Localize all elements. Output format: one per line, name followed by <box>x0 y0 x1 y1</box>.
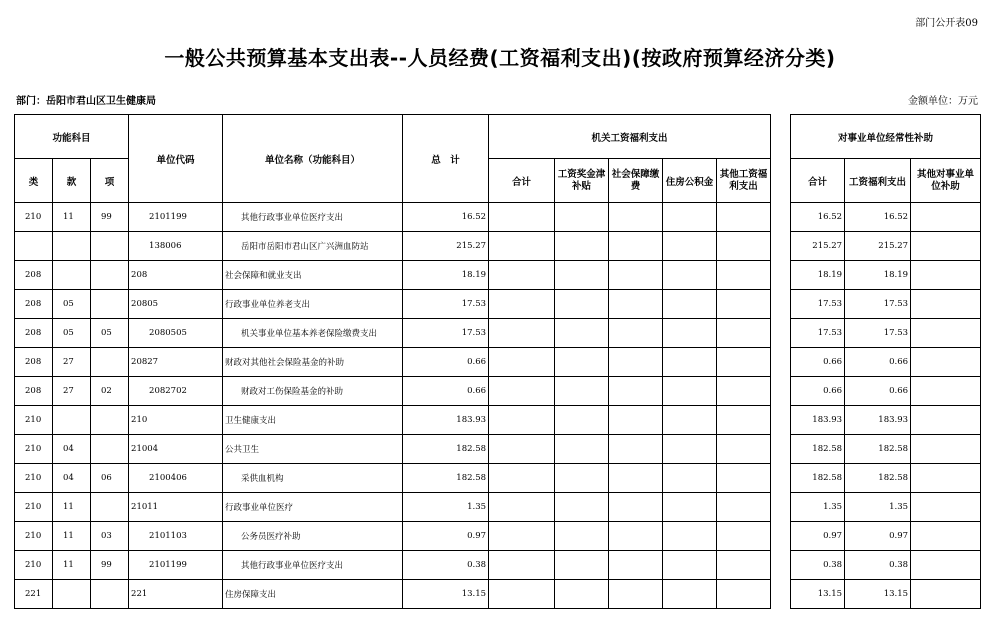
cell-total: 1.35 <box>403 493 489 522</box>
cell-agency-subtotal <box>489 522 555 551</box>
cell-subsidy-other <box>911 319 981 348</box>
cell-agency-housing <box>663 377 717 406</box>
header-total: 总 计 <box>403 115 489 203</box>
cell-unit-code: 20805 <box>129 290 223 319</box>
cell-agency-subtotal <box>489 551 555 580</box>
cell-kuan: 05 <box>53 290 91 319</box>
cell-agency-subtotal <box>489 261 555 290</box>
cell-agency-subtotal <box>489 580 555 609</box>
table-row <box>15 406 981 435</box>
cell-agency-housing <box>663 551 717 580</box>
cell-kuan <box>53 406 91 435</box>
cell-subsidy-other <box>911 261 981 290</box>
cell-agency-subtotal <box>489 319 555 348</box>
cell-agency-bonus <box>555 319 609 348</box>
cell-subsidy-subtotal: 0.66 <box>791 348 845 377</box>
table-row <box>15 522 981 551</box>
cell-subsidy-welfare: 182.58 <box>845 464 911 493</box>
cell-lei: 210 <box>15 522 53 551</box>
cell-subsidy-welfare: 13.15 <box>845 580 911 609</box>
cell-agency-bonus <box>555 551 609 580</box>
cell-xiang <box>91 348 129 377</box>
cell-agency-bonus <box>555 435 609 464</box>
cell-subsidy-subtotal: 16.52 <box>791 203 845 232</box>
cell-total: 0.97 <box>403 522 489 551</box>
cell-kuan: 04 <box>53 435 91 464</box>
cell-xiang: 99 <box>91 203 129 232</box>
cell-agency-social <box>609 261 663 290</box>
cell-lei: 210 <box>15 551 53 580</box>
cell-kuan: 11 <box>53 203 91 232</box>
cell-total: 0.66 <box>403 348 489 377</box>
header-unit-name: 单位名称（功能科目） <box>223 115 403 203</box>
cell-unit-code: 221 <box>129 580 223 609</box>
cell-subsidy-welfare: 183.93 <box>845 406 911 435</box>
cell-lei: 208 <box>15 261 53 290</box>
table-body <box>15 203 981 609</box>
cell-agency-bonus <box>555 290 609 319</box>
cell-lei: 210 <box>15 203 53 232</box>
cell-lei: 210 <box>15 435 53 464</box>
cell-unit-code: 2100406 <box>129 464 223 493</box>
cell-agency-bonus <box>555 522 609 551</box>
cell-lei: 208 <box>15 290 53 319</box>
cell-subsidy-welfare: 182.58 <box>845 435 911 464</box>
cell-agency-bonus <box>555 261 609 290</box>
cell-agency-social <box>609 522 663 551</box>
cell-spacer <box>771 464 791 493</box>
cell-unit-name: 其他行政事业单位医疗支出 <box>223 551 403 580</box>
cell-unit-name: 住房保障支出 <box>223 580 403 609</box>
table-row <box>15 232 981 261</box>
cell-subsidy-other <box>911 348 981 377</box>
cell-agency-social <box>609 464 663 493</box>
cell-lei: 208 <box>15 319 53 348</box>
cell-agency-social <box>609 551 663 580</box>
cell-unit-name: 社会保障和就业支出 <box>223 261 403 290</box>
table-row <box>15 464 981 493</box>
department-label: 部门：岳阳市君山区卫生健康局 <box>16 96 156 107</box>
cell-kuan <box>53 580 91 609</box>
cell-xiang <box>91 406 129 435</box>
cell-spacer <box>771 319 791 348</box>
cell-unit-code: 210 <box>129 406 223 435</box>
table-row <box>15 319 981 348</box>
cell-lei: 210 <box>15 406 53 435</box>
cell-subsidy-subtotal: 17.53 <box>791 290 845 319</box>
cell-unit-code: 21011 <box>129 493 223 522</box>
cell-agency-housing <box>663 203 717 232</box>
cell-xiang: 03 <box>91 522 129 551</box>
cell-agency-social <box>609 493 663 522</box>
cell-agency-housing <box>663 406 717 435</box>
cell-xiang <box>91 232 129 261</box>
table-header <box>15 115 981 203</box>
cell-spacer <box>771 580 791 609</box>
cell-agency-subtotal <box>489 493 555 522</box>
table-row <box>15 348 981 377</box>
cell-subsidy-welfare: 215.27 <box>845 232 911 261</box>
amount-unit-label: 金额单位：万元 <box>908 96 978 107</box>
cell-agency-other <box>717 435 771 464</box>
cell-unit-code: 208 <box>129 261 223 290</box>
cell-kuan: 04 <box>53 464 91 493</box>
cell-subsidy-subtotal: 182.58 <box>791 435 845 464</box>
cell-xiang <box>91 290 129 319</box>
cell-subsidy-welfare: 0.38 <box>845 551 911 580</box>
cell-agency-housing <box>663 464 717 493</box>
cell-agency-housing <box>663 348 717 377</box>
cell-spacer <box>771 406 791 435</box>
cell-subsidy-subtotal: 17.53 <box>791 319 845 348</box>
cell-subsidy-welfare: 0.97 <box>845 522 911 551</box>
cell-lei: 208 <box>15 348 53 377</box>
cell-subsidy-welfare: 0.66 <box>845 377 911 406</box>
cell-agency-subtotal <box>489 435 555 464</box>
cell-agency-other <box>717 522 771 551</box>
cell-spacer <box>771 232 791 261</box>
header-spacer <box>771 115 791 203</box>
cell-agency-housing <box>663 522 717 551</box>
cell-agency-other <box>717 261 771 290</box>
cell-agency-subtotal <box>489 406 555 435</box>
cell-agency-housing <box>663 493 717 522</box>
cell-agency-subtotal <box>489 203 555 232</box>
cell-subsidy-other <box>911 232 981 261</box>
header-lei: 类 <box>15 159 53 203</box>
cell-spacer <box>771 493 791 522</box>
cell-agency-other <box>717 464 771 493</box>
header-agency-housing: 住房公积金 <box>663 159 717 203</box>
cell-xiang: 05 <box>91 319 129 348</box>
cell-agency-social <box>609 348 663 377</box>
header-agency-other: 其他工资福利支出 <box>717 159 771 203</box>
cell-agency-subtotal <box>489 377 555 406</box>
cell-agency-other <box>717 290 771 319</box>
cell-total: 0.38 <box>403 551 489 580</box>
header-kuan: 款 <box>53 159 91 203</box>
table-row <box>15 435 981 464</box>
header-subsidy-other: 其他对事业单位补助 <box>911 159 981 203</box>
cell-subsidy-welfare: 18.19 <box>845 261 911 290</box>
cell-agency-other <box>717 493 771 522</box>
cell-agency-other <box>717 551 771 580</box>
cell-spacer <box>771 348 791 377</box>
cell-subsidy-other <box>911 377 981 406</box>
cell-agency-housing <box>663 435 717 464</box>
cell-lei <box>15 232 53 261</box>
cell-agency-bonus <box>555 493 609 522</box>
cell-lei: 221 <box>15 580 53 609</box>
cell-spacer <box>771 261 791 290</box>
cell-agency-bonus <box>555 203 609 232</box>
budget-table <box>14 114 981 609</box>
cell-unit-name: 采供血机构 <box>223 464 403 493</box>
cell-subsidy-other <box>911 493 981 522</box>
cell-agency-other <box>717 232 771 261</box>
cell-unit-name: 公务员医疗补助 <box>223 522 403 551</box>
cell-agency-housing <box>663 232 717 261</box>
cell-total: 18.19 <box>403 261 489 290</box>
cell-subsidy-subtotal: 13.15 <box>791 580 845 609</box>
cell-subsidy-subtotal: 1.35 <box>791 493 845 522</box>
table-row <box>15 203 981 232</box>
cell-total: 17.53 <box>403 319 489 348</box>
cell-kuan: 11 <box>53 551 91 580</box>
cell-subsidy-other <box>911 290 981 319</box>
cell-agency-subtotal <box>489 348 555 377</box>
cell-agency-other <box>717 319 771 348</box>
cell-spacer <box>771 290 791 319</box>
cell-agency-social <box>609 290 663 319</box>
cell-lei: 210 <box>15 464 53 493</box>
cell-subsidy-other <box>911 580 981 609</box>
cell-unit-code: 2101103 <box>129 522 223 551</box>
cell-unit-name: 财政对工伤保险基金的补助 <box>223 377 403 406</box>
cell-kuan: 27 <box>53 377 91 406</box>
cell-unit-code: 138006 <box>129 232 223 261</box>
cell-total: 16.52 <box>403 203 489 232</box>
cell-agency-other <box>717 203 771 232</box>
cell-unit-code: 2101199 <box>129 203 223 232</box>
cell-subsidy-welfare: 16.52 <box>845 203 911 232</box>
cell-unit-name: 卫生健康支出 <box>223 406 403 435</box>
cell-agency-subtotal <box>489 464 555 493</box>
cell-agency-bonus <box>555 580 609 609</box>
cell-unit-name: 公共卫生 <box>223 435 403 464</box>
header-subsidy-group: 对事业单位经常性补助 <box>791 115 981 159</box>
cell-subsidy-welfare: 0.66 <box>845 348 911 377</box>
cell-subsidy-other <box>911 435 981 464</box>
cell-agency-social <box>609 319 663 348</box>
header-agency-group: 机关工资福利支出 <box>489 115 771 159</box>
header-unit-code: 单位代码 <box>129 115 223 203</box>
cell-agency-bonus <box>555 377 609 406</box>
cell-unit-name: 财政对其他社会保险基金的补助 <box>223 348 403 377</box>
cell-total: 182.58 <box>403 435 489 464</box>
page-title: 一般公共预算基本支出表--人员经费(工资福利支出)(按政府预算经济分类) <box>164 46 836 70</box>
cell-subsidy-subtotal: 0.38 <box>791 551 845 580</box>
table-row <box>15 580 981 609</box>
cell-subsidy-other <box>911 551 981 580</box>
header-agency-bonus: 工资奖金津补贴 <box>555 159 609 203</box>
cell-subsidy-other <box>911 464 981 493</box>
cell-xiang: 99 <box>91 551 129 580</box>
cell-subsidy-subtotal: 0.97 <box>791 522 845 551</box>
cell-agency-subtotal <box>489 232 555 261</box>
cell-spacer <box>771 551 791 580</box>
cell-total: 183.93 <box>403 406 489 435</box>
cell-agency-social <box>609 377 663 406</box>
cell-total: 17.53 <box>403 290 489 319</box>
cell-spacer <box>771 522 791 551</box>
cell-total: 13.15 <box>403 580 489 609</box>
cell-spacer <box>771 435 791 464</box>
cell-unit-name: 行政事业单位医疗 <box>223 493 403 522</box>
cell-agency-bonus <box>555 232 609 261</box>
table-row <box>15 290 981 319</box>
cell-unit-code: 20827 <box>129 348 223 377</box>
cell-kuan: 27 <box>53 348 91 377</box>
cell-total: 182.58 <box>403 464 489 493</box>
cell-spacer <box>771 203 791 232</box>
cell-agency-housing <box>663 319 717 348</box>
cell-agency-other <box>717 406 771 435</box>
header-func-subject: 功能科目 <box>15 115 129 159</box>
table-row <box>15 377 981 406</box>
cell-unit-code: 2080505 <box>129 319 223 348</box>
cell-xiang <box>91 580 129 609</box>
cell-subsidy-subtotal: 183.93 <box>791 406 845 435</box>
cell-lei: 208 <box>15 377 53 406</box>
header-xiang: 项 <box>91 159 129 203</box>
table-row <box>15 493 981 522</box>
cell-agency-housing <box>663 261 717 290</box>
cell-agency-social <box>609 435 663 464</box>
cell-agency-subtotal <box>489 290 555 319</box>
cell-kuan: 11 <box>53 522 91 551</box>
cell-xiang <box>91 261 129 290</box>
cell-subsidy-welfare: 1.35 <box>845 493 911 522</box>
cell-unit-code: 2101199 <box>129 551 223 580</box>
cell-subsidy-other <box>911 522 981 551</box>
cell-xiang <box>91 493 129 522</box>
cell-kuan <box>53 261 91 290</box>
cell-kuan: 11 <box>53 493 91 522</box>
cell-xiang: 06 <box>91 464 129 493</box>
cell-agency-social <box>609 580 663 609</box>
cell-subsidy-subtotal: 182.58 <box>791 464 845 493</box>
header-agency-social: 社会保障缴费 <box>609 159 663 203</box>
cell-agency-bonus <box>555 464 609 493</box>
table-id: 部门公开表09 <box>915 18 978 29</box>
cell-total: 215.27 <box>403 232 489 261</box>
cell-agency-other <box>717 348 771 377</box>
cell-unit-name: 岳阳市岳阳市君山区广兴洲血防站 <box>223 232 403 261</box>
header-agency-subtotal: 合计 <box>489 159 555 203</box>
cell-subsidy-welfare: 17.53 <box>845 319 911 348</box>
header-subsidy-subtotal: 合计 <box>791 159 845 203</box>
table-row <box>15 261 981 290</box>
cell-subsidy-other <box>911 203 981 232</box>
cell-agency-housing <box>663 290 717 319</box>
cell-unit-name: 其他行政事业单位医疗支出 <box>223 203 403 232</box>
cell-subsidy-subtotal: 0.66 <box>791 377 845 406</box>
cell-lei: 210 <box>15 493 53 522</box>
cell-kuan <box>53 232 91 261</box>
cell-agency-other <box>717 580 771 609</box>
cell-agency-housing <box>663 580 717 609</box>
cell-agency-other <box>717 377 771 406</box>
header-subsidy-welfare: 工资福利支出 <box>845 159 911 203</box>
cell-subsidy-subtotal: 18.19 <box>791 261 845 290</box>
cell-xiang <box>91 435 129 464</box>
cell-kuan: 05 <box>53 319 91 348</box>
cell-unit-code: 2082702 <box>129 377 223 406</box>
cell-unit-name: 行政事业单位养老支出 <box>223 290 403 319</box>
table-row <box>15 551 981 580</box>
cell-agency-bonus <box>555 406 609 435</box>
cell-xiang: 02 <box>91 377 129 406</box>
cell-subsidy-other <box>911 406 981 435</box>
cell-agency-social <box>609 232 663 261</box>
cell-unit-name: 机关事业单位基本养老保险缴费支出 <box>223 319 403 348</box>
cell-unit-code: 21004 <box>129 435 223 464</box>
cell-subsidy-welfare: 17.53 <box>845 290 911 319</box>
cell-spacer <box>771 377 791 406</box>
cell-total: 0.66 <box>403 377 489 406</box>
cell-subsidy-subtotal: 215.27 <box>791 232 845 261</box>
cell-agency-social <box>609 203 663 232</box>
cell-agency-social <box>609 406 663 435</box>
cell-agency-bonus <box>555 348 609 377</box>
